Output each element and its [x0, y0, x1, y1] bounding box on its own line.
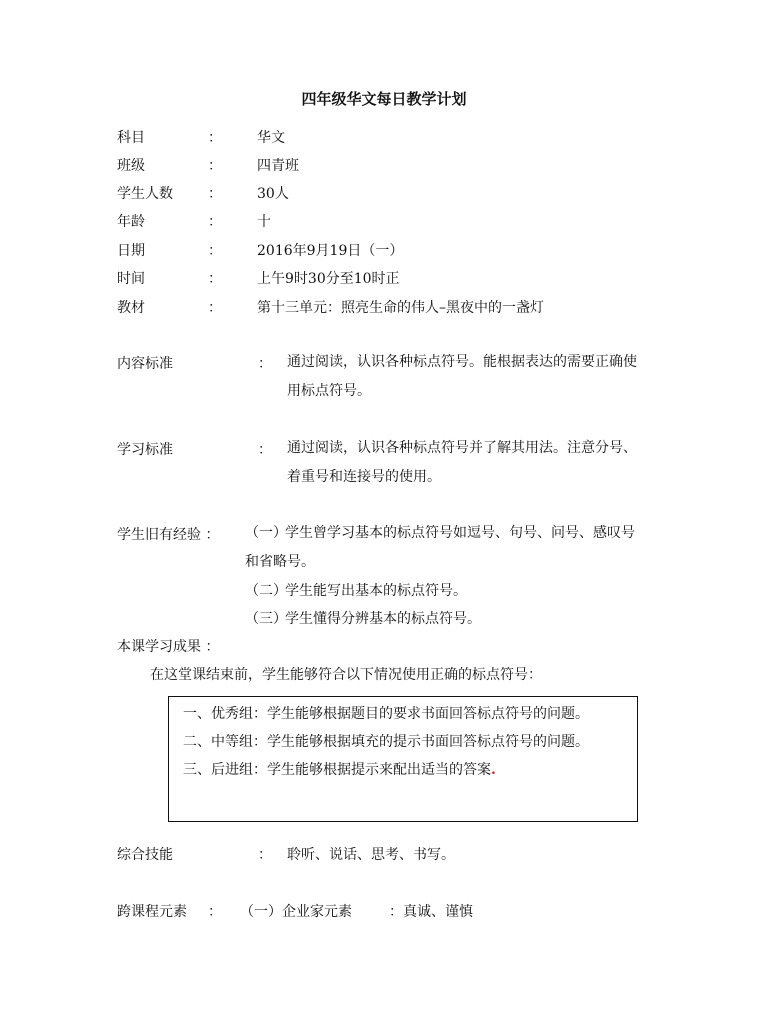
info-label: 教材 — [117, 300, 145, 316]
cross-value: 真诚、谨慎 — [403, 904, 473, 920]
info-row-age — [117, 211, 677, 231]
prior-experience-item — [245, 605, 655, 634]
outcome-item: 一、优秀组：学生能够根据题目的要求书面回答标点符号的问题。 — [183, 706, 589, 722]
cross-colon: ： — [208, 904, 222, 920]
outcomes-intro: 在这堂课结束前，学生能够符合以下情况使用正确的标点符号： — [150, 667, 542, 683]
skills-value: 聆听、说话、思考、书写。 — [287, 847, 455, 863]
info-colon: ： — [208, 186, 222, 202]
outcome-item-text: 三、后进组：学生能够根据提示来配出适当的答案 — [183, 762, 491, 778]
info-row-class — [117, 155, 677, 175]
section-colon: ： — [258, 356, 272, 372]
info-value: 十 — [257, 214, 271, 230]
item-text: 学生曾学习基本的标点符号如逗号、句号、问号、感叹号和省略号。 — [245, 525, 635, 570]
info-label: 年龄 — [117, 214, 145, 230]
info-colon: ： — [208, 158, 222, 174]
section-label: 学习标准 — [117, 442, 173, 458]
info-value: 四青班 — [257, 158, 299, 174]
prior-experience-item — [245, 577, 655, 606]
item-number: （二） — [245, 583, 287, 599]
info-colon: ： — [208, 214, 222, 230]
info-label: 科目 — [117, 130, 145, 146]
info-value: 第十三单元：照亮生命的伟人–黑夜中的一盏灯 — [257, 300, 544, 316]
info-value: 2016年9月19日（一） — [257, 243, 404, 259]
info-label: 班级 — [117, 158, 145, 174]
section-colon: ： — [258, 442, 272, 458]
section-text: 通过阅读，认识各种标点符号并了解其用法。注意分号、着重号和连接号的使用。 — [287, 440, 637, 485]
info-row-students — [117, 183, 677, 203]
trailing-mark: . — [491, 762, 496, 778]
item-text: 学生懂得分辨基本的标点符号。 — [285, 611, 481, 627]
outcome-item: 二、中等组：学生能够根据填充的提示书面回答标点符号的问题。 — [183, 734, 589, 750]
info-colon: ： — [208, 243, 222, 259]
page-title: 四年级华文每日教学计划 — [301, 90, 467, 108]
skills-colon: ： — [258, 847, 272, 863]
info-label: 时间 — [117, 271, 145, 287]
outcome-item-last — [183, 759, 496, 779]
skills-label: 综合技能 — [117, 847, 173, 863]
info-label: 日期 — [117, 243, 145, 259]
cross-label: 跨课程元素 — [117, 904, 187, 920]
info-row-date — [117, 240, 677, 260]
info-value: 华文 — [257, 130, 285, 146]
prior-experience-label: 学生旧有经验 ： — [117, 527, 220, 543]
cross-item: （一）企业家元素 — [240, 904, 352, 920]
item-number: （三） — [245, 611, 287, 627]
outcomes-label: 本课学习成果 ： — [117, 639, 220, 655]
info-value: 30人 — [257, 186, 289, 202]
item-text: 学生能写出基本的标点符号。 — [285, 583, 467, 599]
cross-colon-2: ： — [389, 904, 403, 920]
info-row-subject — [117, 127, 677, 147]
section-text: 通过阅读，认识各种标点符号。能根据表达的需要正确使用标点符号。 — [287, 354, 637, 399]
outcomes-box — [168, 696, 638, 822]
item-number: （一） — [245, 525, 287, 541]
prior-experience-item — [245, 519, 645, 577]
info-row-material — [117, 297, 677, 317]
info-colon: ： — [208, 271, 222, 287]
info-value: 上午9时30分至10时正 — [257, 271, 400, 287]
section-label: 内容标准 — [117, 356, 173, 372]
info-colon: ： — [208, 300, 222, 316]
info-row-time — [117, 268, 677, 288]
info-label: 学生人数 — [117, 186, 173, 202]
info-colon: ： — [208, 130, 222, 146]
